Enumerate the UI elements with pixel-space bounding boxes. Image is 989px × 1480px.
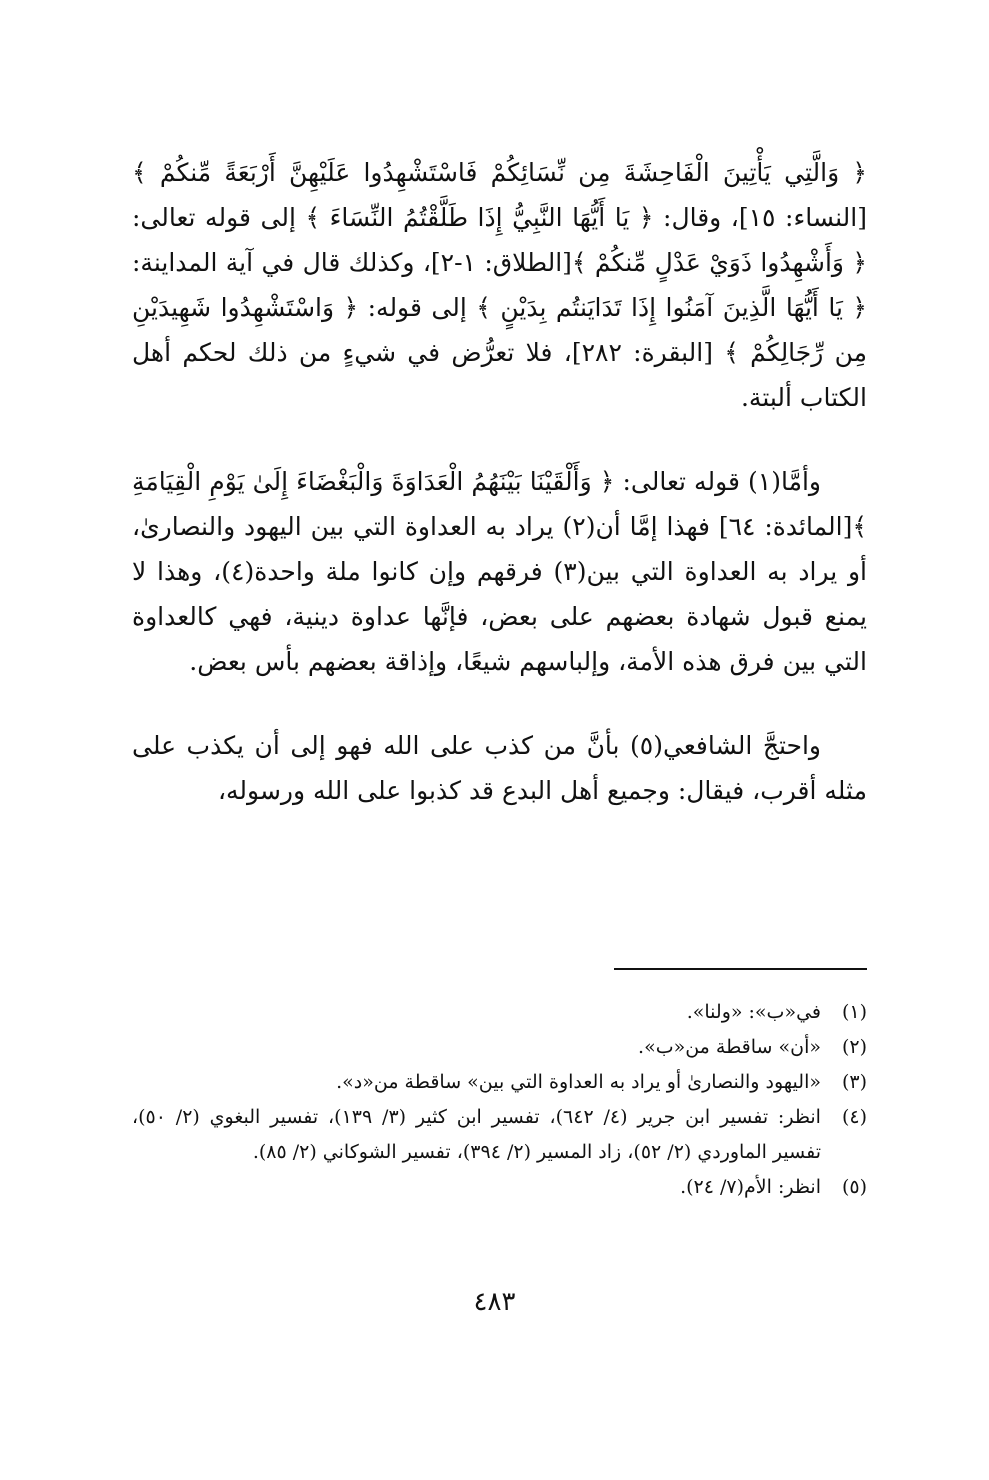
footnote-item [132,1170,867,1205]
footnote-number: (٢) [841,1036,867,1058]
footnote-number: (٥) [841,1176,867,1198]
footnote-number: (٤) [841,1106,867,1128]
footnote-text: انظر: الأم(٧/ ٢٤). [680,1176,821,1198]
footnote-item [132,1030,867,1065]
main-text [132,150,867,852]
footnote-item [132,1100,867,1170]
paragraph-1: ﴿ وَالَّتِي يَأْتِينَ الْفَاحِشَةَ مِن نِّسَائِكُمْ فَاسْتَشْهِدُوا عَلَيْهِنَّ أَرْبَعَةً مِّنكُمْ ﴾[النساء: ١٥]، وقال: ﴿ يَا أَيُّهَا النَّبِيُّ إِذَا طَلَّقْتُمُ النِّسَاءَ ﴾ إلى قوله تعالى: ﴿ وَأَشْهِدُوا ذَوَيْ عَدْلٍ مِّنكُمْ ﴾[الطلاق: ١-٢]، وكذلك قال في آية المداينة: ﴿ يَا أَيُّهَا الَّذِينَ آمَنُوا إِذَا تَدَايَنتُم بِدَيْنٍ ﴾ إلى قوله: ﴿ وَاسْتَشْهِدُوا شَهِيدَيْنِ مِن رِّجَالِكُمْ ﴾ [البقرة: ٢٨٢]، فلا تعرُّض في شيءٍ من ذلك لحكم أهل الكتاب ألبتة. [132,158,867,412]
footnote-item [132,995,867,1030]
footnote-number: (١) [841,1001,867,1023]
footnote-text: «أن» ساقطة من«ب». [638,1036,821,1058]
footnote-text: انظر: تفسير ابن جرير (٤/ ٦٤٢)، تفسير ابن كثير (٣/ ١٣٩)، تفسير البغوي (٢/ ٥٠)، تفسير الماوردي (٢/ ٥٢)، زاد المسير (٢/ ٣٩٤)، تفسير الشوكاني (٢/ ٨٥). [132,1106,821,1163]
footnote-item [132,1065,867,1100]
footnotes [132,995,867,1205]
footnote-text: في«ب»: «ولنا». [686,1001,821,1023]
page-number: ٤٨٣ [473,1287,516,1317]
paragraph-2: وأمَّا(١) قوله تعالى: ﴿ وَأَلْقَيْنَا بَيْنَهُمُ الْعَدَاوَةَ وَالْبَغْضَاءَ إِلَىٰ يَوْمِ الْقِيَامَةِ ﴾[المائدة: ٦٤] فهذا إمَّا أن(٢) يراد به العداوة التي بين اليهود والنصارىٰ، أو يراد به العداوة التي بين(٣) فرقهم وإن كانوا ملة واحدة(٤)، وهذا لا يمنع قبول شهادة بعضهم على بعض، فإنَّها عداوة دينية، فهي كالعداوة التي بين فرق هذه الأمة، وإلباسهم شيعًا، وإذاقة بعضهم بأس بعض. [132,467,867,676]
footnote-number: (٣) [841,1071,867,1093]
paragraph-3: واحتجَّ الشافعي(٥) بأنَّ من كذب على الله فهو إلى أن يكذب على مثله أقرب، فيقال: وجميع أهل البدع قد كذبوا على الله ورسوله، [132,731,867,805]
footnote-text: «اليهود والنصارىٰ أو يراد به العداوة التي بين» ساقطة من«د». [336,1071,821,1093]
footnote-divider [614,968,867,970]
